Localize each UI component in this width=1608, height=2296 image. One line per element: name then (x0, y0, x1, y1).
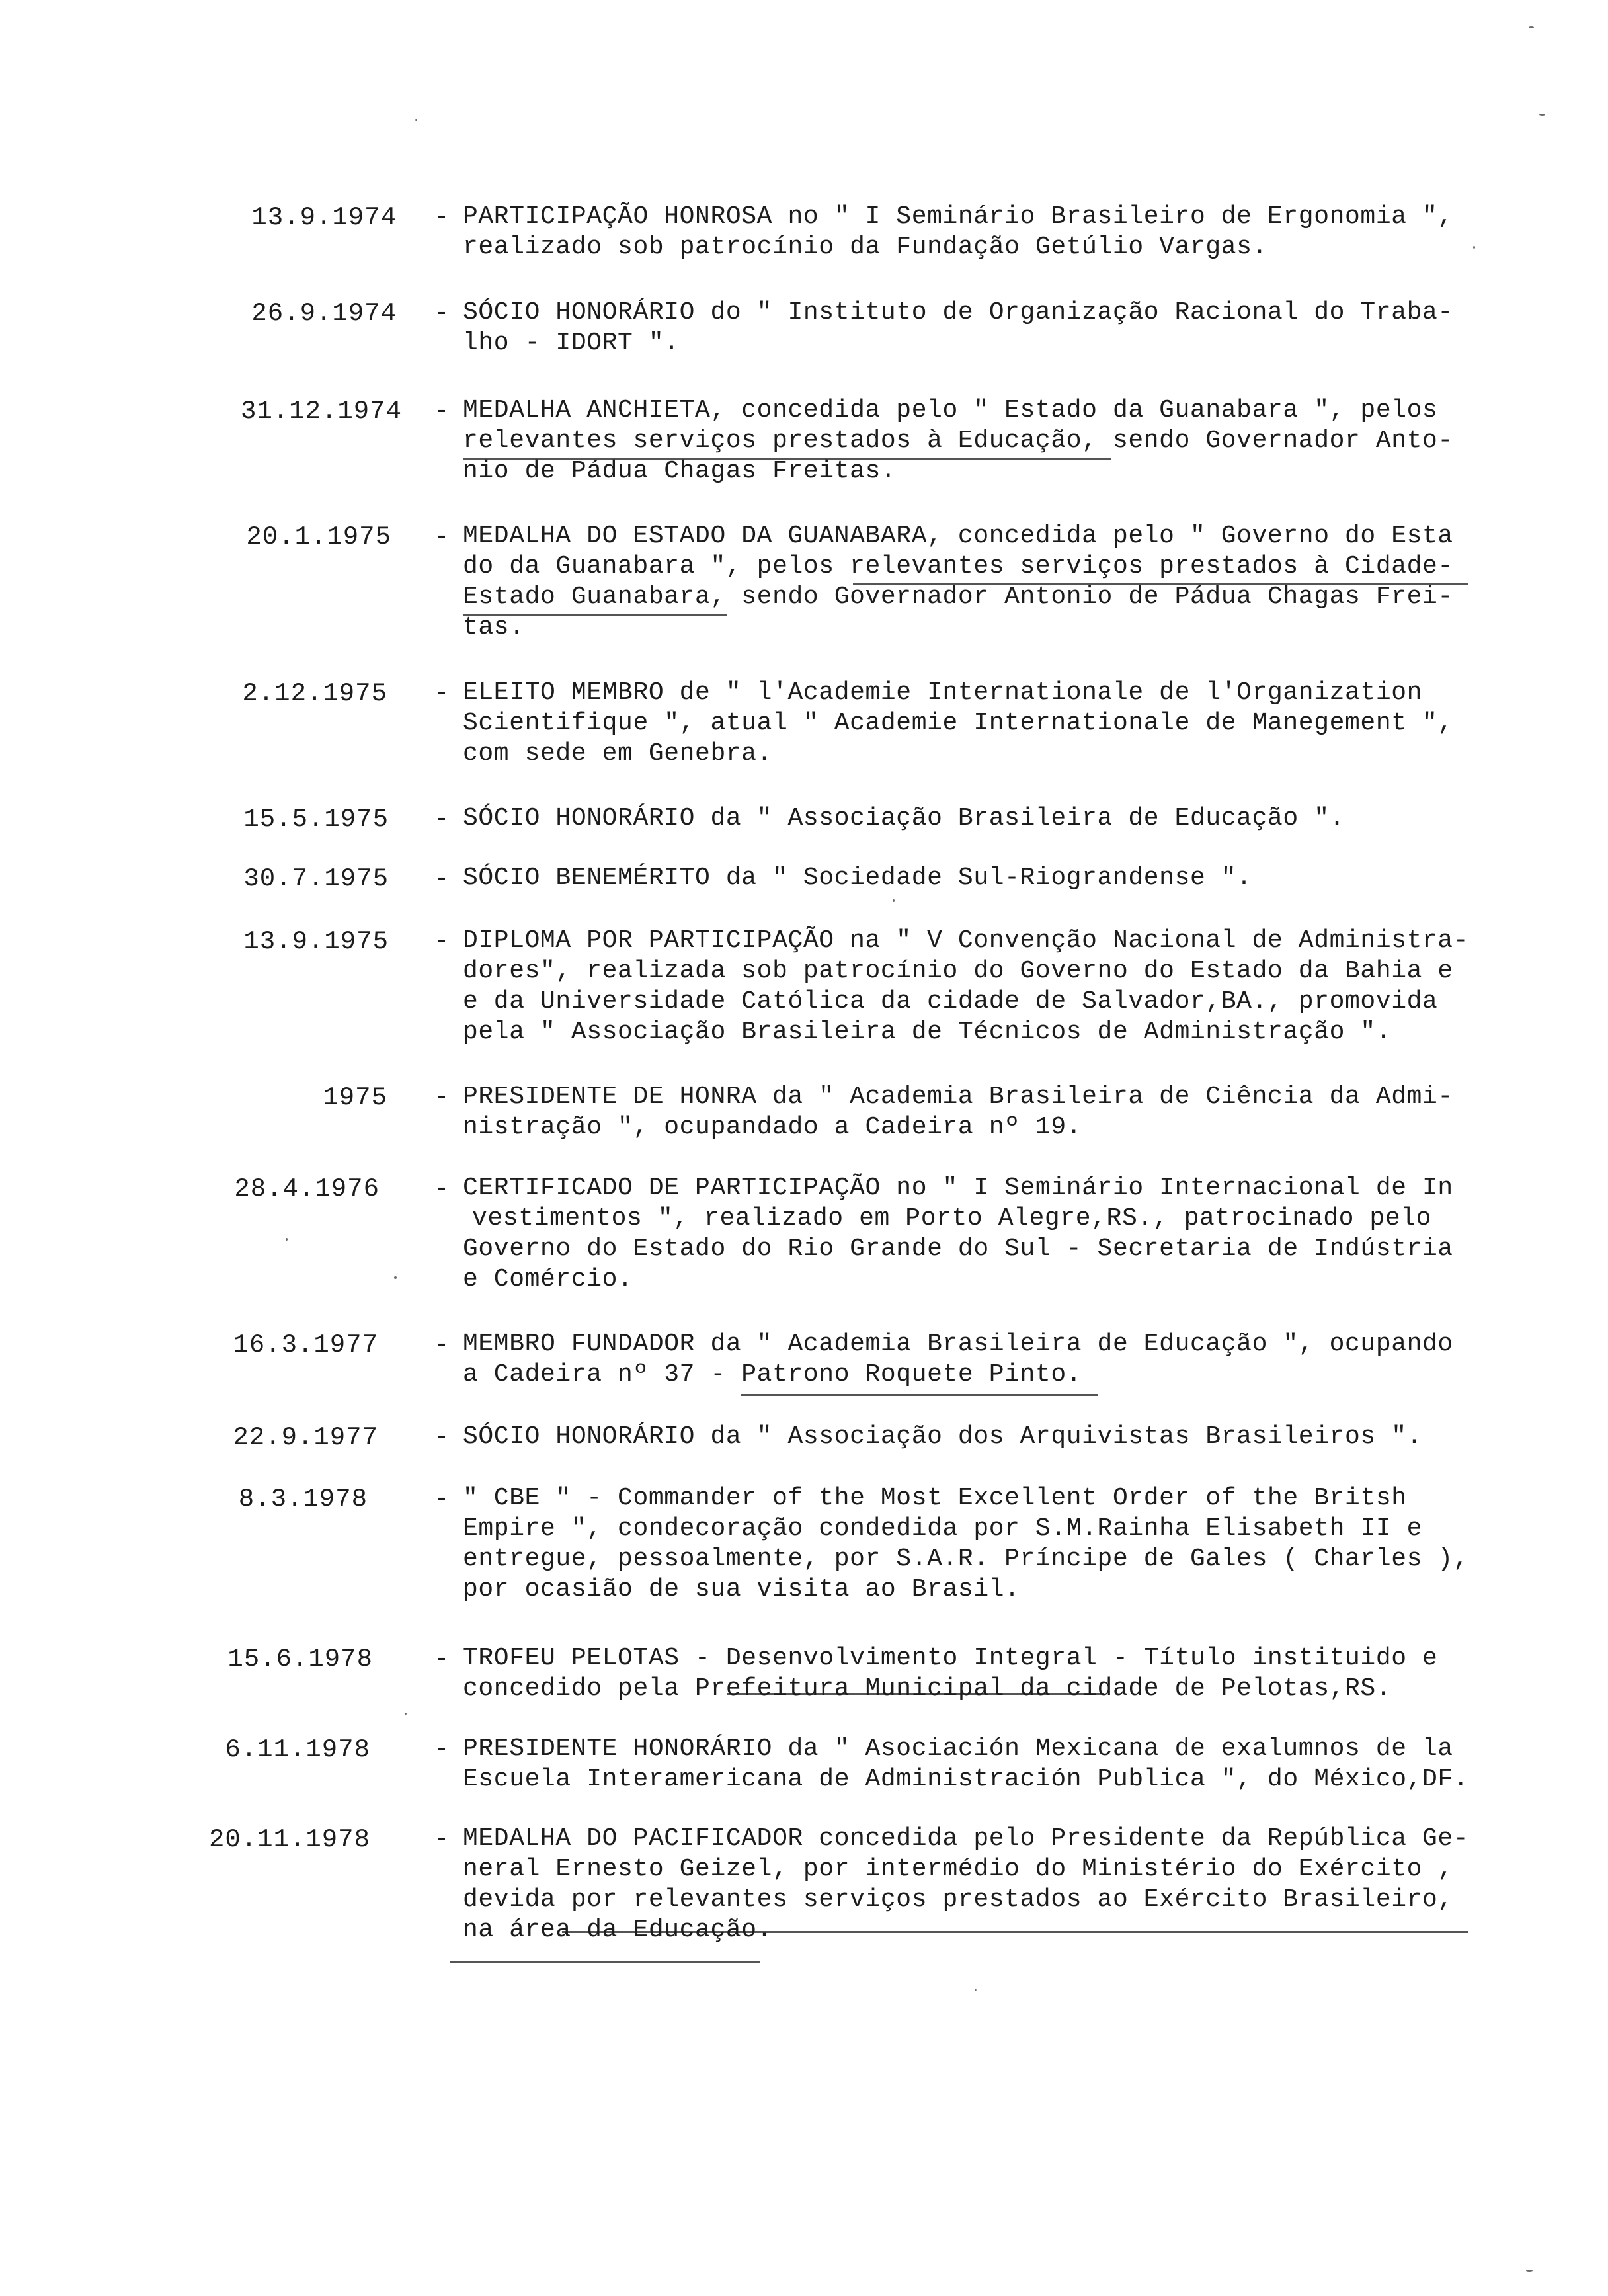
entry-date: 30.7.1975 (243, 864, 389, 893)
entry-text (463, 395, 1494, 487)
scan-speck (415, 119, 417, 121)
entry-text (463, 1734, 1494, 1795)
entry-dash: - (434, 805, 450, 834)
entry-line: tas. (463, 613, 525, 641)
entry-date: 16.3.1977 (233, 1331, 378, 1360)
entry-line: devida por relevantes serviços prestados ao Exército Brasileiro, (463, 1885, 1453, 1914)
entry-date: 6.11.1978 (225, 1735, 370, 1764)
entry-text (463, 1824, 1494, 1946)
scan-speck (286, 1238, 288, 1241)
entry-line: Estado Guanabara, sendo Governador Antonio de Pádua Chagas Frei- (463, 583, 1453, 611)
entry-dash: - (434, 679, 450, 708)
underline-mark (741, 1394, 1098, 1396)
entry-line: lho - IDORT ". (463, 329, 680, 357)
underline-mark (450, 1961, 760, 1963)
entry-dash: - (434, 927, 450, 956)
entry-date: 26.9.1974 (251, 299, 397, 328)
entry-date: 13.9.1975 (243, 927, 389, 956)
entry-dash: - (434, 1331, 450, 1360)
entry-line: nio de Pádua Chagas Freitas. (463, 457, 897, 485)
entry-line: a Cadeira nº 37 - Patrono Roquete Pinto. (463, 1360, 1082, 1389)
entry-dash: - (434, 864, 450, 893)
entry-dash: - (434, 299, 450, 328)
entry-line: " CBE " - Commander of the Most Excellent Order of the Britsh (463, 1484, 1407, 1512)
entry-date: 20.1.1975 (246, 522, 391, 552)
entry-date: 15.6.1978 (227, 1645, 373, 1674)
entry-line: concedido pela Prefeitura Municipal da cidade de Pelotas,RS. (463, 1674, 1392, 1703)
entry-line: SÓCIO HONORÁRIO da " Associação dos Arquivistas Brasileiros ". (463, 1422, 1423, 1451)
entry-dash: - (434, 1485, 450, 1514)
entry-text (463, 1643, 1494, 1704)
entry-line: TROFEU PELOTAS - Desenvolvimento Integral - Título instituido e (463, 1644, 1438, 1672)
scan-speck (1526, 2270, 1533, 2272)
entry-line: SÓCIO BENEMÉRITO da " Sociedade Sul-Riograndense ". (463, 864, 1252, 892)
entry-dash: - (434, 1174, 450, 1204)
entry-line: MEDALHA DO PACIFICADOR concedida pelo Presidente da República Ge- (463, 1824, 1469, 1853)
entry-line: Empire ", condecoração condedida por S.M.Rainha Elisabeth II e (463, 1514, 1423, 1543)
entry-line: Governo do Estado do Rio Grande do Sul - Secretaria de Indústria (463, 1235, 1453, 1263)
entry-date: 20.11.1978 (208, 1825, 370, 1854)
entry-dash: - (434, 1735, 450, 1764)
entry-line: nistração ", ocupandado a Cadeira nº 19. (463, 1113, 1082, 1141)
entry-line: MEDALHA ANCHIETA, concedida pelo " Estado da Guanabara ", pelos (463, 396, 1438, 425)
entry-dash: - (434, 203, 450, 232)
entry-line: e da Universidade Católica da cidade de Salvador,BA., promovida (463, 987, 1438, 1016)
scan-speck (893, 899, 895, 902)
entry-date: 31.12.1974 (240, 397, 402, 426)
entry-dash: - (434, 1083, 450, 1112)
entry-line: e Comércio. (463, 1265, 633, 1293)
scan-speck (405, 1713, 407, 1715)
entry-text (463, 863, 1494, 893)
entry-text (463, 1483, 1494, 1605)
entry-dash: - (434, 1423, 450, 1452)
entry-text (463, 202, 1494, 263)
entry-line: Scientifique ", atual " Academie Internationale de Manegement ", (463, 709, 1453, 737)
entry-text (463, 926, 1494, 1047)
scan-speck (975, 1989, 977, 1991)
entry-dash: - (434, 397, 450, 426)
scan-speck (1529, 26, 1534, 28)
entry-date: 15.5.1975 (243, 805, 389, 834)
entry-line: vestimentos ", realizado em Porto Alegre,RS., patrocinado pelo (472, 1204, 1432, 1233)
entry-line: na área da Educação. (463, 1916, 773, 1944)
entry-line: dores", realizada sob patrocínio do Governo do Estado da Bahia e (463, 957, 1453, 985)
entry-date: 1975 (323, 1083, 387, 1112)
entry-line: MEDALHA DO ESTADO DA GUANABARA, concedida pelo " Governo do Esta (463, 522, 1453, 550)
entry-line: PRESIDENTE DE HONRA da " Academia Brasileira de Ciência da Admi- (463, 1083, 1453, 1111)
entry-line: relevantes serviços prestados à Educação, sendo Governador Anto- (463, 427, 1453, 455)
entry-text (463, 678, 1494, 769)
entry-date: 13.9.1974 (251, 203, 397, 232)
entry-dash: - (434, 522, 450, 552)
scan-speck (1539, 114, 1545, 116)
entry-line: com sede em Genebra. (463, 739, 773, 768)
entry-date: 8.3.1978 (238, 1485, 368, 1514)
entry-line: SÓCIO HONORÁRIO do " Instituto de Organização Racional do Traba- (463, 298, 1453, 327)
entry-text (463, 1329, 1494, 1390)
entry-line: PRESIDENTE HONORÁRIO da " Asociación Mexicana de exalumnos de la (463, 1735, 1453, 1763)
entry-line: por ocasião de sua visita ao Brasil. (463, 1575, 1020, 1604)
entry-line: neral Ernesto Geizel, por intermédio do Ministério do Exército , (463, 1855, 1453, 1883)
entry-line: pela " Associação Brasileira de Técnicos de Administração ". (463, 1018, 1392, 1046)
entry-dash: - (434, 1645, 450, 1674)
entry-dash: - (434, 1825, 450, 1854)
entry-text (463, 1422, 1494, 1452)
entry-line: PARTICIPAÇÃO HONROSA no " I Seminário Brasileiro de Ergonomia ", (463, 202, 1453, 231)
entry-text (463, 1082, 1494, 1143)
entry-date: 2.12.1975 (242, 679, 387, 708)
entry-line: entregue, pessoalmente, por S.A.R. Príncipe de Gales ( Charles ), (463, 1545, 1469, 1573)
scan-speck (394, 1276, 397, 1279)
entry-text (463, 1173, 1494, 1295)
entry-date: 28.4.1976 (234, 1174, 380, 1204)
entry-date: 22.9.1977 (233, 1423, 378, 1452)
entry-line: do da Guanabara ", pelos relevantes serviços prestados à Cidade- (463, 552, 1453, 581)
entry-text (463, 521, 1494, 643)
entry-line: realizado sob patrocínio da Fundação Getúlio Vargas. (463, 233, 1267, 261)
entry-text (463, 298, 1494, 358)
entry-line: DIPLOMA POR PARTICIPAÇÃO na " V Convenção Nacional de Administra- (463, 926, 1469, 955)
entry-line: ELEITO MEMBRO de " l'Academie Internationale de l'Organization (463, 678, 1423, 707)
entry-line: MEMBRO FUNDADOR da " Academia Brasileira de Educação ", ocupando (463, 1330, 1453, 1358)
entry-line: SÓCIO HONORÁRIO da " Associação Brasileira de Educação ". (463, 804, 1346, 833)
entry-line: Escuela Interamericana de Administración Publica ", do México,DF. (463, 1765, 1469, 1793)
entry-line: CERTIFICADO DE PARTICIPAÇÃO no " I Seminário Internacional de In (463, 1174, 1453, 1202)
entry-text (463, 803, 1494, 834)
